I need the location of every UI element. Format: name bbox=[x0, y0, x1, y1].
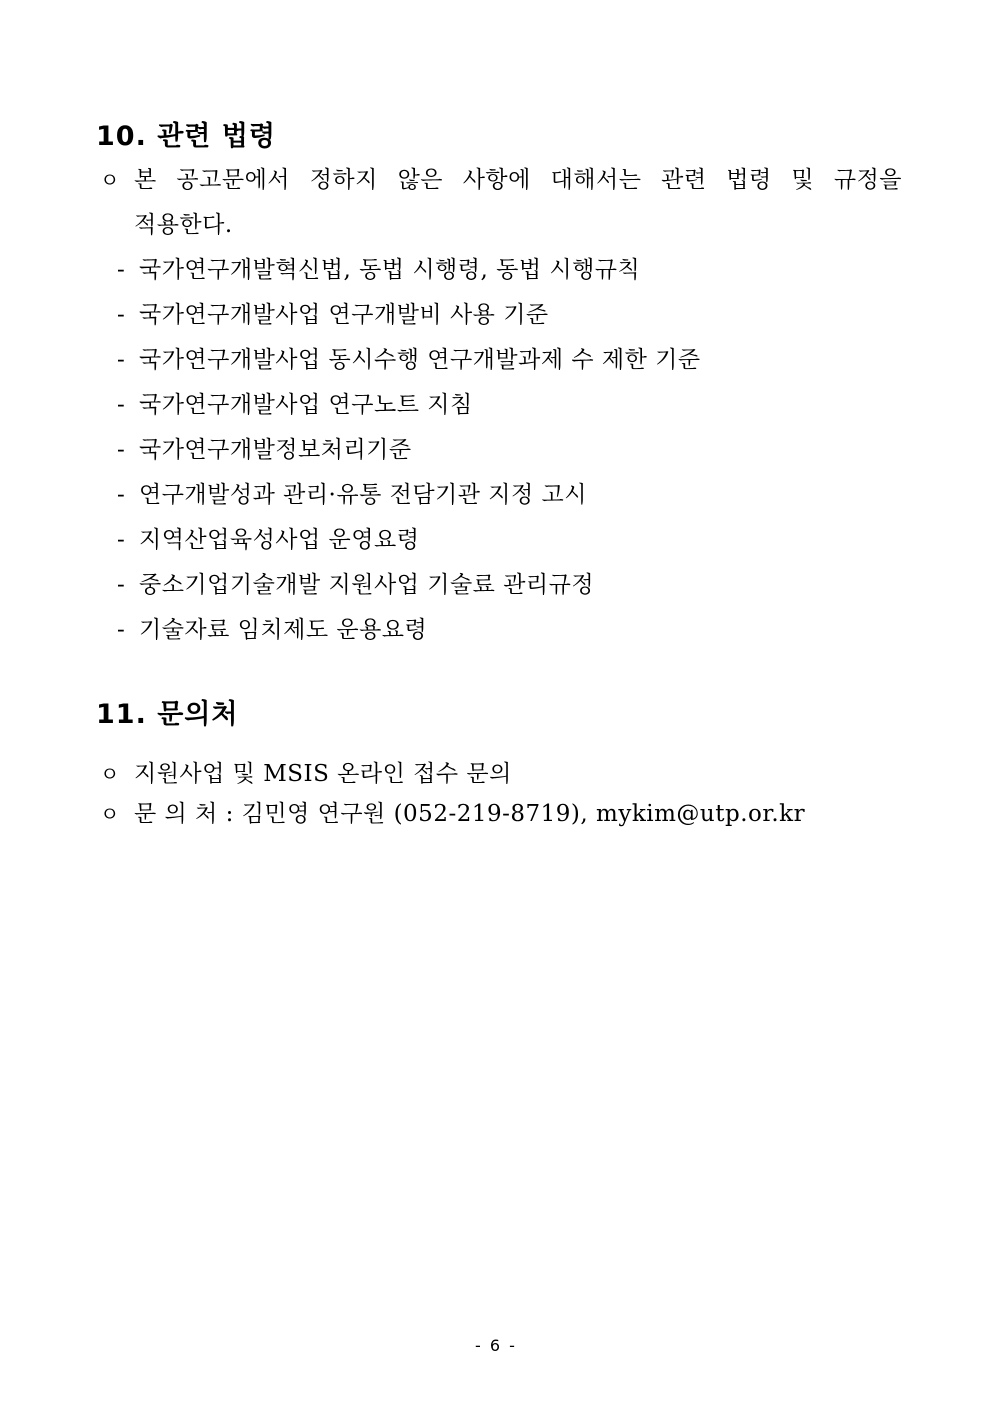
list-item: - 중소기업기술개발 지원사업 기술료 관리규정 bbox=[117, 572, 595, 598]
list-item: - 국가연구개발사업 연구노트 지침 bbox=[117, 392, 473, 418]
intro-text: 본 공고문에서 정하지 않은 사항에 대해서는 관련 법령 및 규정을 bbox=[134, 167, 902, 193]
section-11-heading: 11. 문의처 bbox=[96, 699, 239, 730]
contact-info: 문 의 처 : 김민영 연구원 (052-219-8719), mykim@utp.or.kr bbox=[134, 801, 806, 827]
list-item: - 국가연구개발사업 동시수행 연구개발과제 수 제한 기준 bbox=[117, 347, 701, 373]
list-item: - 기술자료 임치제도 운용요령 bbox=[117, 617, 428, 643]
section-10-heading: 10. 관련 법령 bbox=[96, 121, 276, 152]
list-item: - 국가연구개발사업 연구개발비 사용 기준 bbox=[117, 302, 549, 328]
bullet-icon: ㅇ bbox=[100, 802, 120, 826]
list-item: - 국가연구개발정보처리기준 bbox=[117, 437, 412, 463]
list-item: - 연구개발성과 관리·유통 전담기관 지정 고시 bbox=[117, 482, 587, 508]
list-item: - 국가연구개발혁신법, 동법 시행령, 동법 시행규칙 bbox=[117, 257, 641, 283]
bullet-icon: ㅇ bbox=[100, 762, 120, 786]
section-11-line-1: ㅇ 지원사업 및 MSIS 온라인 접수 문의 bbox=[100, 755, 512, 788]
section-10-intro-line-1 bbox=[100, 161, 902, 194]
section-10-intro-line-2: 적용한다. bbox=[134, 212, 233, 238]
page-number: - 6 - bbox=[475, 1336, 517, 1355]
bullet-icon: ㅇ bbox=[100, 168, 120, 192]
list-item: - 지역산업육성사업 운영요령 bbox=[117, 527, 420, 553]
section-11-line-2 bbox=[100, 795, 805, 828]
